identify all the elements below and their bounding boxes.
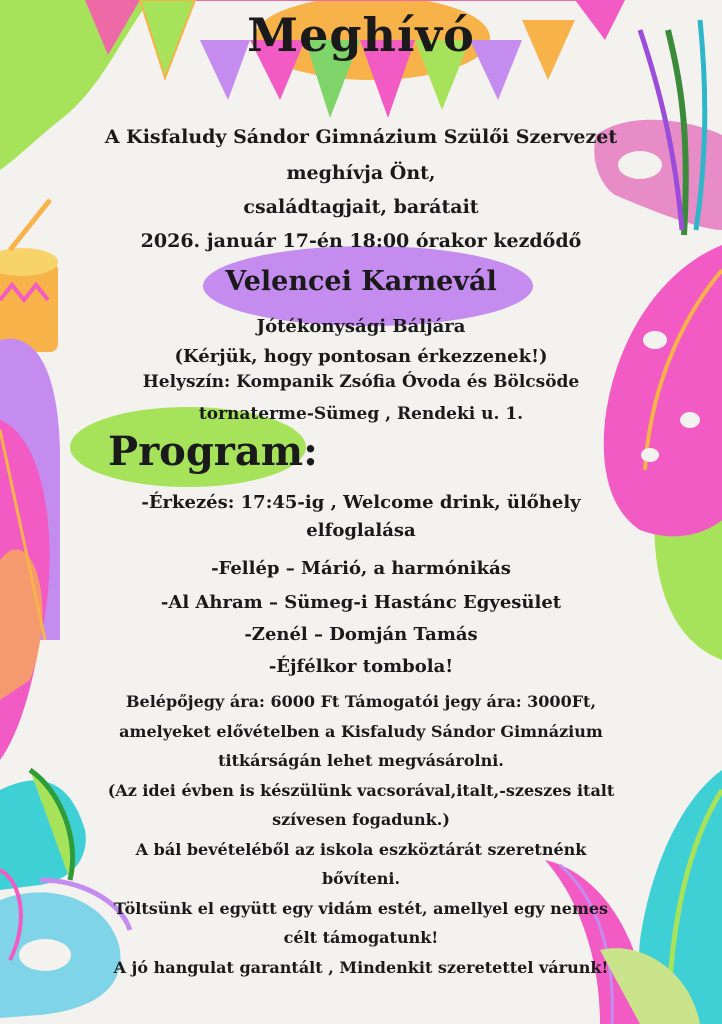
program-item: -Érkezés: 17:45-ig , Welcome drink, ülőhely — [141, 492, 581, 513]
body-text: (Az idei évben is készülünk vacsorával,italt,-szeszes italt — [107, 781, 615, 800]
program-heading: Program: — [108, 428, 318, 475]
event-note: (Kérjük, hogy pontosan érkezzenek!) — [174, 346, 548, 367]
program-item: -Zenél – Domján Tamás — [244, 624, 478, 645]
page-title: Meghívó — [247, 8, 475, 62]
closing-line: A jó hangulat garantált , Mindenkit szeretettel várunk! — [113, 958, 609, 977]
location-line-1: Helyszín: Kompanik Zsófia Óvoda és Bölcsöde — [142, 372, 580, 392]
program-item: -Fellép – Márió, a harmónikás — [211, 558, 511, 579]
program-item: -Éjfélkor tombola! — [268, 656, 454, 677]
location-line-2: tornaterme-Sümeg , Rendeki u. 1. — [198, 404, 524, 424]
event-name: Velencei Karnevál — [225, 266, 497, 297]
intro-line-1: A Kisfaludy Sándor Gimnázium Szülői Szervezet — [104, 126, 618, 148]
ticket-price: Belépőjegy ára: 6000 Ft Támogatói jegy ára: 3000Ft, — [125, 692, 597, 711]
program-item: -Al Ahram – Sümeg-i Hastánc Egyesület — [160, 592, 562, 613]
body-text: célt támogatunk! — [283, 928, 439, 947]
body-text: titkárságán lehet megvásárolni. — [218, 751, 504, 770]
body-text: amelyeket elővételben a Kisfaludy Sándor Gimnázium — [119, 722, 603, 741]
mask-bottom-left-icon — [0, 770, 130, 1018]
event-subtitle: Jótékonysági Báljára — [256, 316, 466, 337]
intro-line-2: meghívja Önt, — [286, 162, 436, 184]
program-item: elfoglalása — [306, 520, 416, 541]
body-text: A bál bevételéből az iskola eszköztárát szeretnénk — [135, 840, 587, 859]
body-text: Töltsünk el együtt egy vidám estét, amellyel egy nemes — [113, 899, 609, 918]
body-text: bővíteni. — [321, 869, 401, 888]
intro-line-3: családtagjait, barátait — [243, 196, 479, 218]
event-date: 2026. január 17-én 18:00 órakor kezdődő — [140, 230, 582, 252]
body-text: szívesen fogadunk.) — [272, 810, 450, 829]
feather-icon — [545, 770, 722, 1024]
